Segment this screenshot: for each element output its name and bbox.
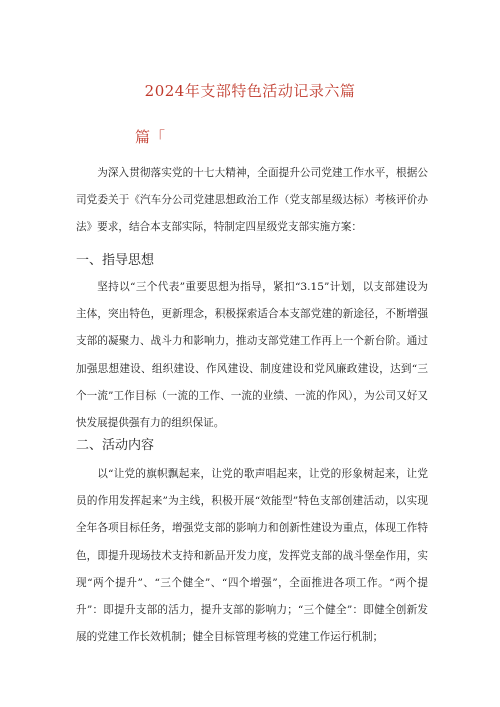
activity-content-paragraph: 以“让党的旗帜飘起来，让党的歌声唱起来，让党的形象树起来，让党员的作用发挥起来”为主线，积极开展“效能型”特色支部创建活动，以实现全年各项目标任务，增强党支部的影响力和创新性建设为重点，体现工作特色，即提升现场技术支持和新品开发力度，发挥党支部的战斗堡垒作用，实现“两个提升”、“三个健全”、“四个增强”，全面推进各项工作。“两个提升”：即提升支部的活力，提升支部的影响力；“三个健全”：即健全创新发展的党建工作长效机制；健全目标管理考核的党建工作运行机制； bbox=[76, 468, 428, 644]
document-title: 2024年支部特色活动记录六篇 bbox=[144, 82, 356, 100]
heading-activity-content: 二、活动内容 bbox=[76, 438, 155, 453]
guiding-ideology-paragraph: 坚持以“三个代表”重要思想为指导，紧扣“3.15”计划，以支部建设为主体，突出特色，更新理念，积极探索适合本支部党建的新途径，不断增强支部的凝聚力、战斗力和影响力，推动支部党建工作再上一个新台阶。通过加强思想建设、组织建设、作风建设、制度建设和党风廉政建设，达到“三个一流”工作目标（一流的工作、一流的业绩、一流的作风），为公司又好又快发展提供强有力的组织保证。 bbox=[76, 281, 428, 430]
section-subtitle: 篇「 bbox=[135, 128, 166, 146]
heading-guiding-ideology: 一、指导思想 bbox=[76, 253, 155, 268]
intro-paragraph: 为深入贯彻落实党的十七大精神，全面提升公司党建工作水平，根据公司党委关于《汽车分公司党建思想政治工作（党支部星级达标）考核评价办法》要求，结合本支部实际，特制定四星级党支部实施方案： bbox=[76, 167, 428, 234]
